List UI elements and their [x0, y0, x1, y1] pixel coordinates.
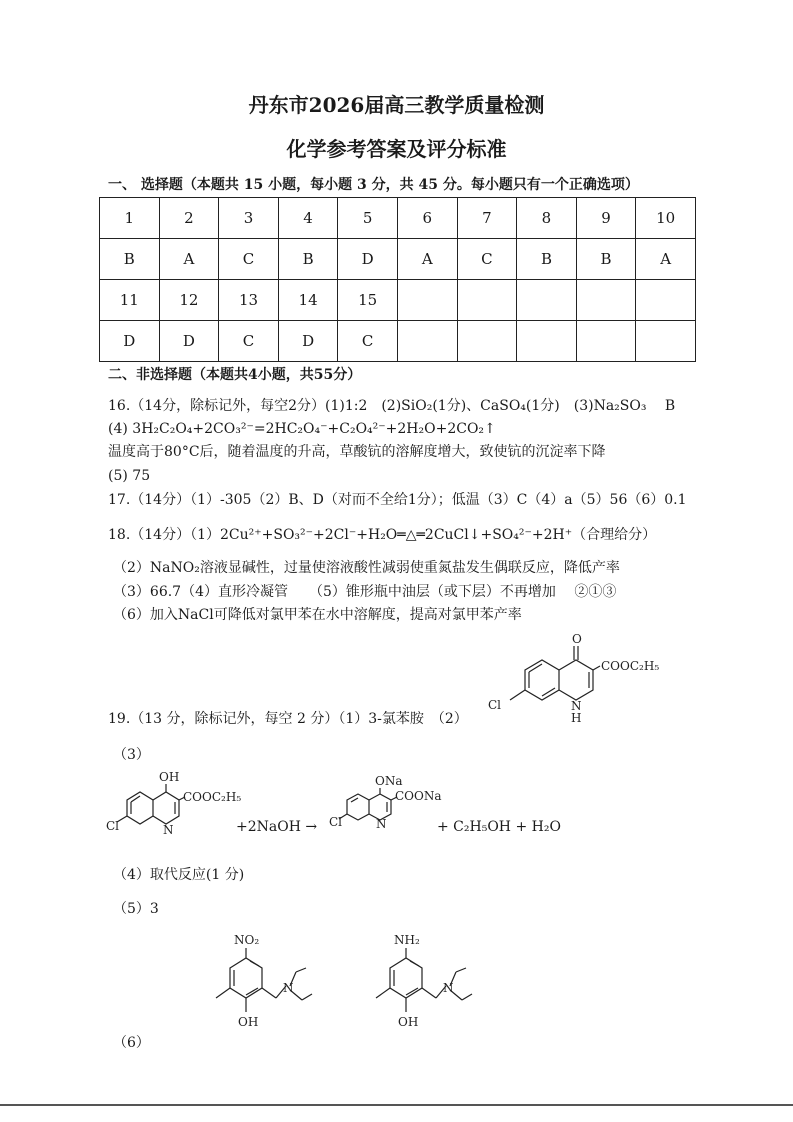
table-cell: 3 [219, 198, 279, 239]
table-cell: 15 [338, 280, 398, 321]
table-cell: A [159, 239, 219, 280]
hydrogen-label: H [571, 711, 582, 725]
q18-line2: （2）NaNO₂溶液显碱性，过量使溶液酸性减弱使重氮盐发生偶联反应，降低产率 [113, 560, 620, 576]
chloro-label: Cl [329, 815, 343, 829]
table-cell: 14 [278, 280, 338, 321]
table-cell: D [159, 321, 219, 362]
amino-label: NH₂ [394, 933, 420, 947]
product-structure [325, 770, 445, 840]
nitrogen-label: N [571, 699, 582, 713]
table-cell: 6 [397, 198, 457, 239]
table-cell: 7 [457, 198, 517, 239]
table-cell: C [219, 239, 279, 280]
table-cell [397, 280, 457, 321]
table-cell: 2 [159, 198, 219, 239]
q18-line1: 18.（14分）（1）2Cu²⁺+SO₃²⁻+2Cl⁻+H₂O═△═2CuCl↓+SO₄²⁻+2H⁺（合理给分） [108, 527, 657, 543]
table-cell: 8 [517, 198, 577, 239]
hydroxy-label: OH [398, 1015, 419, 1029]
page-bottom-divider [0, 1104, 793, 1106]
nitro-label: NO₂ [234, 933, 260, 947]
nitrogen-label: N [376, 817, 387, 831]
table-row [100, 239, 696, 280]
table-cell: B [576, 239, 636, 280]
table-cell [576, 321, 636, 362]
table-cell: C [457, 239, 517, 280]
amino-structure [340, 928, 480, 1043]
table-row [100, 280, 696, 321]
reaction-products: + C₂H₅OH + H₂O [437, 819, 561, 835]
q19-line1: 19.（13 分，除标记外，每空 2 分）（1）3-氯苯胺 （2） [108, 711, 468, 727]
table-cell: 5 [338, 198, 398, 239]
table-cell: B [278, 239, 338, 280]
table-cell: C [219, 321, 279, 362]
table-cell: D [100, 321, 160, 362]
table-cell: B [517, 239, 577, 280]
table-cell [457, 280, 517, 321]
q19-part4: （4）取代反应(1 分) [113, 867, 245, 883]
table-cell: 11 [100, 280, 160, 321]
ester-label: COOC₂H₅ [183, 790, 242, 804]
multiple-choice-answer-table [99, 197, 696, 362]
chloro-label: Cl [488, 698, 502, 712]
section1-heading: 一、 选择题（本题共 15 小题，每小题 3 分，共 45 分。每小题只有一个正确选项） [108, 177, 639, 193]
table-row [100, 198, 696, 239]
q18-line3: （3）66.7（4）直形冷凝管 （5）锥形瓶中油层（或下层）不再增加 ②①③ [113, 584, 617, 600]
q16-line4: (5) 75 [108, 468, 151, 484]
page-title: 丹东市2026届高三教学质量检测 [248, 93, 545, 117]
table-cell: 9 [576, 198, 636, 239]
table-row [100, 321, 696, 362]
table-cell: 10 [636, 198, 696, 239]
table-cell: 13 [219, 280, 279, 321]
table-cell: C [338, 321, 398, 362]
nitrogen-label: N [163, 823, 174, 837]
table-cell [517, 321, 577, 362]
q19-part3-label: （3） [113, 747, 150, 763]
page-subtitle: 化学参考答案及评分标准 [286, 137, 507, 161]
table-cell [457, 321, 517, 362]
q19-part5: （5）3 [113, 901, 159, 917]
table-cell: 12 [159, 280, 219, 321]
table-cell [636, 321, 696, 362]
reaction-naoh: +2NaOH → [236, 819, 318, 835]
q17-line1: 17.（14分）（1）-305（2）B、D（对而不全给1分）；低温（3）C（4）a（5）56（6）0.1 [108, 492, 687, 508]
table-cell: 4 [278, 198, 338, 239]
q16-line1: 16.（14分，除标记外，每空2分）(1)1:2 (2)SiO₂(1分)、CaSO₄(1分) (3)Na₂SO₃ B [108, 398, 676, 414]
amine-n-label: N [283, 981, 294, 995]
ester-label: COOC₂H₅ [601, 659, 660, 673]
reactant-structure [105, 770, 255, 840]
oxo-label: O [572, 632, 582, 646]
amine-n-label: N [443, 981, 454, 995]
nitro-structure [180, 928, 320, 1043]
hydroxy-label: OH [159, 770, 180, 784]
quinolone-ester-structure [470, 630, 670, 725]
table-cell: A [397, 239, 457, 280]
table-cell: A [636, 239, 696, 280]
q16-line2: (4) 3H₂C₂O₄+2CO₃²⁻=2HC₂O₄⁻+C₂O₄²⁻+2H₂O+2CO₂↑ [108, 421, 496, 437]
carboxylate-label: COONa [395, 789, 442, 803]
hydroxy-label: OH [238, 1015, 259, 1029]
q16-line3: 温度高于80°C后，随着温度的升高，草酸钪的溶解度增大，致使钪的沉淀率下降 [108, 444, 606, 460]
q18-line4: （6）加入NaCl可降低对氯甲苯在水中溶解度，提高对氯甲苯产率 [113, 607, 522, 623]
table-cell: D [338, 239, 398, 280]
q19-part6: （6） [113, 1035, 150, 1051]
table-cell [517, 280, 577, 321]
chloro-label: Cl [106, 819, 120, 833]
table-cell: D [278, 321, 338, 362]
table-cell [636, 280, 696, 321]
table-cell [576, 280, 636, 321]
table-cell: B [100, 239, 160, 280]
sodium-oxide-label: ONa [375, 774, 403, 788]
table-cell [397, 321, 457, 362]
section2-heading: 二、非选择题（本题共4小题，共55分） [108, 367, 362, 383]
table-cell: 1 [100, 198, 160, 239]
